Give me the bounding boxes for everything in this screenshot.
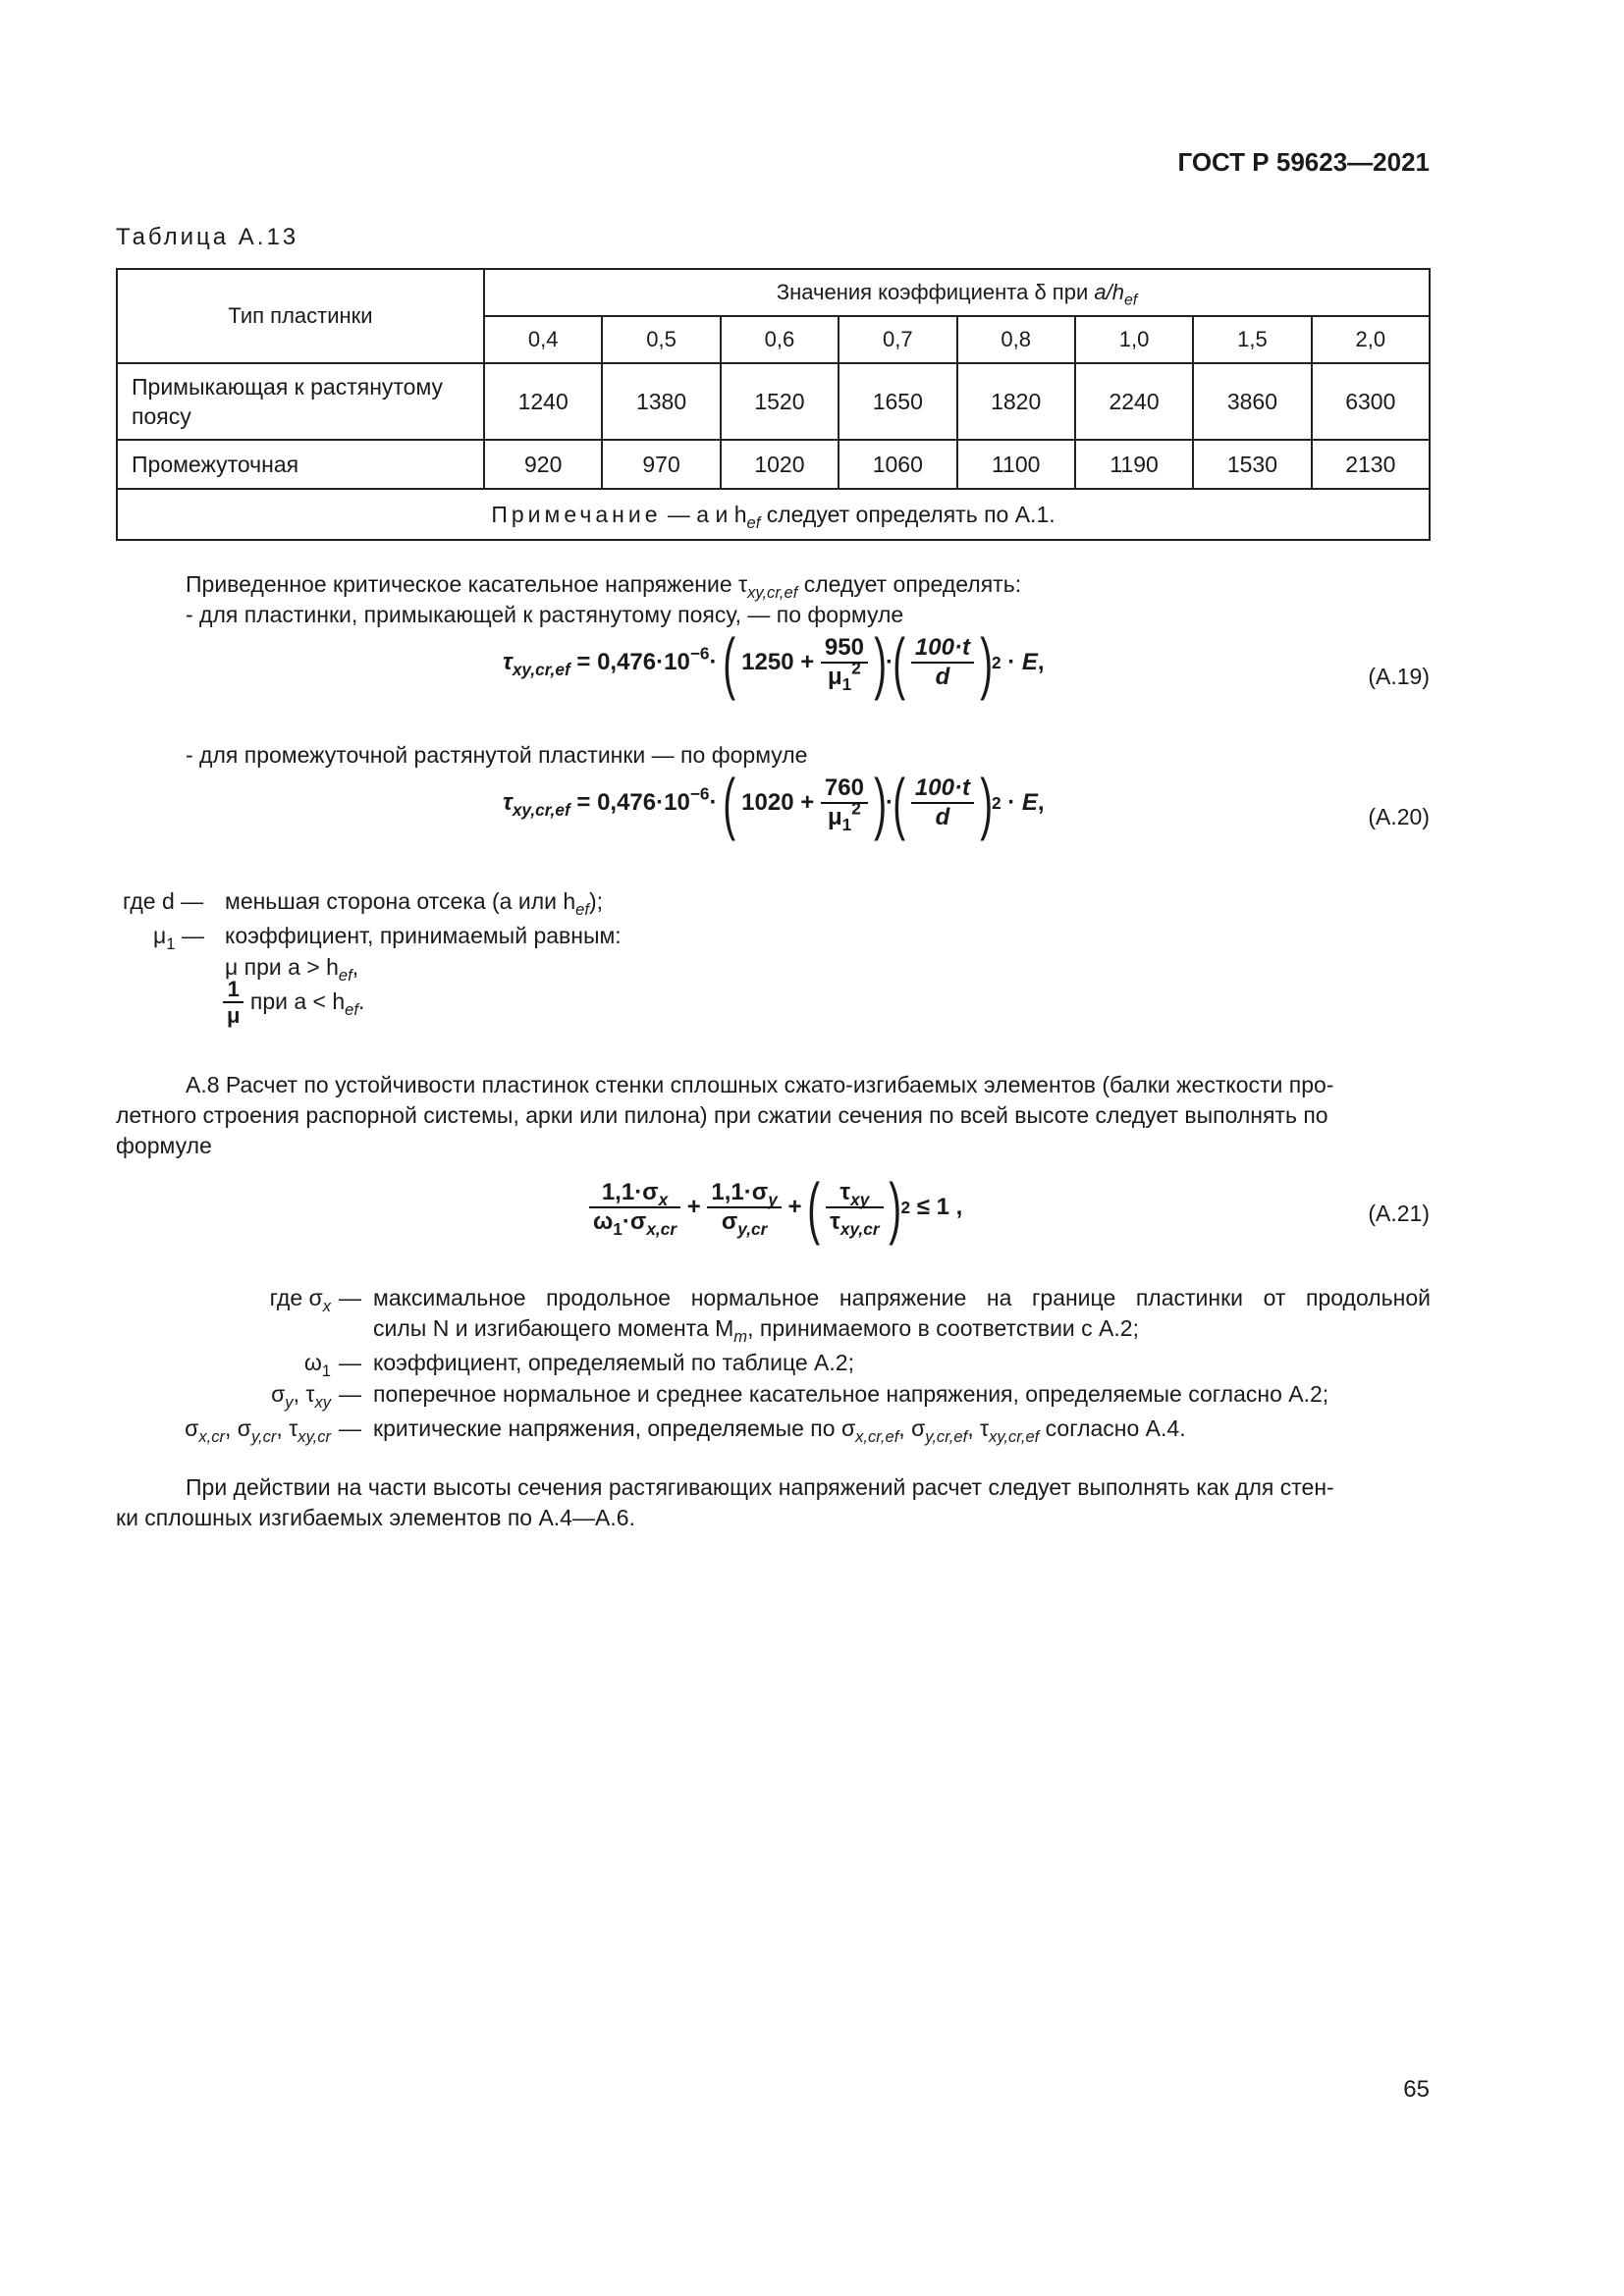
legend-sigma-x-label: где $\sigma_x$ xyxy=(269,1285,331,1315)
table-caption: Таблица A.13 xyxy=(116,224,299,250)
plate-type-cell: Примыкающая к растянутому поясу xyxy=(117,363,484,440)
col-type-header: Тип пластинки xyxy=(117,269,484,363)
formula-a20: $\tau_{xy,cr,ef} = 0,476\cdot 10^{-6}\cdot$ ( 1020 + $\frac{760}{\mu_1^2}$ )·( $\frac{100\cdot t}{d}$ )2 · E, xyxy=(503,765,1045,841)
ratio-cell: 1,5 xyxy=(1193,316,1311,363)
mu-case2: $\frac{1}{\mu}$ при $a < h_{ef}$. xyxy=(223,978,364,1029)
mu1-text: коэффициент, принимаемый равным: xyxy=(225,923,622,948)
value-cell: 2240 xyxy=(1075,363,1193,440)
legend-dash: — xyxy=(339,1285,361,1310)
value-cell: 1820 xyxy=(957,363,1075,440)
paragraph-intro: Приведенное критическое касательное напряжение $\tau_{xy,cr,ef}$ следует определять: xyxy=(186,571,1022,602)
paragraph-a8-line1: А.8 Расчет по устойчивости пластинок стенки сплошных сжато-изгибаемых элементов (балки жесткости про- xyxy=(186,1072,1334,1097)
legend-sigma-y-label: $\sigma_y$, $\tau_{xy}$ xyxy=(271,1381,331,1412)
value-cell: 1100 xyxy=(957,440,1075,489)
ratio-cell: 0,8 xyxy=(957,316,1075,363)
value-cell: 3860 xyxy=(1193,363,1311,440)
legend-omega-text: коэффициент, определяемый по таблице А.2; xyxy=(373,1350,854,1375)
value-cell: 920 xyxy=(484,440,602,489)
formula-number: (A.19) xyxy=(1368,664,1430,689)
table-row xyxy=(117,363,1430,440)
formula-number: (A.20) xyxy=(1368,804,1430,829)
ratio-cell: 1,0 xyxy=(1075,316,1193,363)
legend-sigma-y-text: поперечное нормальное и среднее касательное напряжения, определяемые согласно А.2; xyxy=(373,1381,1329,1407)
paragraph-a8-line3: формуле xyxy=(116,1133,212,1158)
legend-sigma-x-text: максимальное продольное нормальное напряжение на границе пластинки от продольной xyxy=(373,1285,1431,1310)
value-cell: 2130 xyxy=(1312,440,1430,489)
table-note: Примечание — a и $h_{ef}$ следует определять по А.1. xyxy=(117,489,1430,540)
ratio-cell: 0,6 xyxy=(721,316,839,363)
paragraph-case1: - для пластинки, примыкающей к растянутому поясу, — по формуле xyxy=(186,602,904,627)
legend-dash: — xyxy=(339,1381,361,1407)
plate-type-cell: Промежуточная xyxy=(117,440,484,489)
coefficient-table xyxy=(116,268,1431,541)
formula-a21: $\frac{1,1\cdot\sigma_x}{\omega_1\cdot\sigma_{x,cr}}$ + $\frac{1,1\cdot\sigma_y}{\sigma_{y,cr}}$ + ( $\frac{\tau_{xy}}{\tau_{xy,cr}}$ )2 ≤ 1 , xyxy=(589,1173,962,1242)
legend-critical-label: $\sigma_{x,cr}$, $\sigma_{y,cr}$, $\tau_{xy,cr}$ xyxy=(185,1415,331,1446)
value-cell: 1520 xyxy=(721,363,839,440)
where-d-text: меньшая сторона отсека (a или $h_{ef}$); xyxy=(225,888,604,919)
legend-omega-label: $\omega_1$ xyxy=(303,1350,331,1380)
ratio-cell: 0,7 xyxy=(839,316,956,363)
value-cell: 1020 xyxy=(721,440,839,489)
table-row xyxy=(117,440,1430,489)
value-cell: 1190 xyxy=(1075,440,1193,489)
legend-dash: — xyxy=(339,1415,361,1441)
legend-critical-text: критические напряжения, определяемые по $\sigma_{x,cr,ef}$, $\sigma_{y,cr,ef}$, $\tau_{xy,cr,ef}$ согласно А.4. xyxy=(373,1415,1186,1446)
paragraph-case2: - для промежуточной растянутой пластинки — по формуле xyxy=(186,742,808,768)
paragraph-a8-line2: летного строения распорной системы, арки или пилона) при сжатии сечения по всей высоте следует выполнять по xyxy=(116,1102,1328,1128)
paragraph-final-line2: ки сплошных изгибаемых элементов по А.4—А.6. xyxy=(116,1505,635,1530)
value-cell: 1530 xyxy=(1193,440,1311,489)
legend-dash: — xyxy=(339,1350,361,1375)
ratio-cell: 0,5 xyxy=(602,316,720,363)
paragraph-final-line1: При действии на части высоты сечения растягивающих напряжений расчет следует выполнять как для стен- xyxy=(186,1474,1334,1500)
value-cell: 1650 xyxy=(839,363,956,440)
legend-sigma-x-text2: силы N и изгибающего момента $M_m$, принимаемого в соответствии с А.2; xyxy=(373,1315,1139,1346)
value-cell: 6300 xyxy=(1312,363,1430,440)
ratio-cell: 0,4 xyxy=(484,316,602,363)
document-id: ГОСТ Р 59623—2021 xyxy=(1177,147,1430,177)
value-cell: 1060 xyxy=(839,440,956,489)
mu1-label: $\mu_1$ — xyxy=(153,923,204,953)
where-d: где d — xyxy=(123,888,204,914)
page-number: 65 xyxy=(1403,2076,1430,2103)
value-cell: 1240 xyxy=(484,363,602,440)
formula-number: (A.21) xyxy=(1368,1201,1430,1226)
col-group-header: Значения коэффициента δ при $a/h_{ef}$ xyxy=(484,269,1430,316)
mu-case1: μ при $a > h_{ef}$, xyxy=(225,954,359,985)
ratio-cell: 2,0 xyxy=(1312,316,1430,363)
formula-a19: $\tau_{xy,cr,ef} = 0,476\cdot 10^{-6}\cdot$ ( 1250 + $\frac{950}{\mu_1^2}$ )·( $\frac{100\cdot t}{d}$ )2 · E, xyxy=(503,624,1045,701)
value-cell: 1380 xyxy=(602,363,720,440)
value-cell: 970 xyxy=(602,440,720,489)
